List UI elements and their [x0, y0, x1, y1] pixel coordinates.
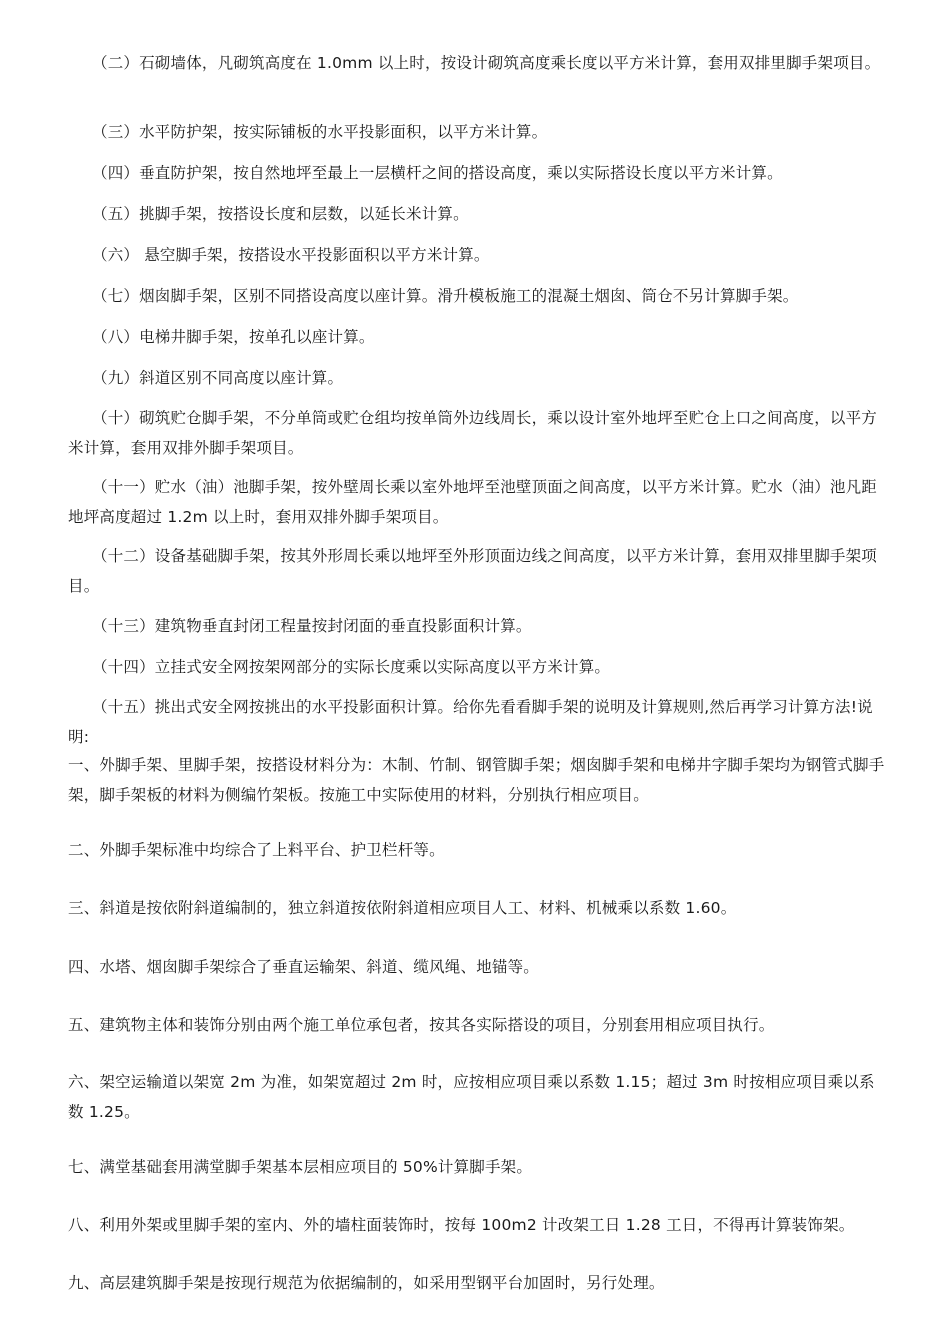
rule-paragraph-5: （五）挑脚手架，按搭设长度和层数，以延长米计算。: [92, 205, 469, 223]
rule-paragraph-2: （二）石砌墙体，凡砌筑高度在 1.0mm 以上时，按设计砌筑高度乘长度以平方米计算，套用双排里脚手架项目。: [92, 54, 881, 72]
note-paragraph-9: 九、高层建筑脚手架是按现行规范为依据编制的，如采用型钢平台加固时，另行处理。: [68, 1274, 665, 1292]
rule-paragraph-9: （九）斜道区别不同高度以座计算。: [92, 369, 344, 387]
rule-paragraph-11: （十一）贮水（油）池脚手架，按外壁周长乘以室外地坪至池壁顶面之间高度，以平方米计算。贮水（油）池凡距地坪高度超过 1.2m 以上时，套用双排外脚手架项目。: [68, 478, 878, 526]
rule-paragraph-3: （三）水平防护架，按实际铺板的水平投影面积，以平方米计算。: [92, 123, 548, 141]
rule-paragraph-10: （十）砌筑贮仓脚手架，不分单筒或贮仓组均按单筒外边线周长，乘以设计室外地坪至贮仓上口之间高度，以平方米计算，套用双排外脚手架项目。: [68, 409, 878, 457]
rule-paragraph-4: （四）垂直防护架，按自然地坪至最上一层横杆之间的搭设高度，乘以实际搭设长度以平方米计算。: [92, 164, 783, 182]
rule-paragraph-15: （十五）挑出式安全网按挑出的水平投影面积计算。给你先看看脚手架的说明及计算规则,然后再学习计算方法!说明:: [68, 698, 873, 746]
rule-paragraph-8: （八）电梯井脚手架，按单孔以座计算。: [92, 328, 375, 346]
note-paragraph-7: 七、满堂基础套用满堂脚手架基本层相应项目的 50%计算脚手架。: [68, 1158, 533, 1176]
rule-paragraph-6: （六） 悬空脚手架，按搭设水平投影面积以平方米计算。: [92, 246, 490, 264]
note-paragraph-6: 六、架空运输道以架宽 2m 为准，如架宽超过 2m 时，应按相应项目乘以系数 1.15；超过 3m 时按相应项目乘以系数 1.25。: [68, 1073, 875, 1121]
note-paragraph-4: 四、水塔、烟囱脚手架综合了垂直运输架、斜道、缆风绳、地锚等。: [68, 958, 540, 976]
note-paragraph-5: 五、建筑物主体和装饰分别由两个施工单位承包者，按其各实际搭设的项目，分别套用相应项目执行。: [68, 1016, 775, 1034]
rule-paragraph-12: （十二）设备基础脚手架，按其外形周长乘以地坪至外形顶面边线之间高度，以平方米计算，套用双排里脚手架项目。: [68, 547, 878, 595]
rule-paragraph-14: （十四）立挂式安全网按架网部分的实际长度乘以实际高度以平方米计算。: [92, 658, 611, 676]
note-paragraph-1: 一、外脚手架、里脚手架，按搭设材料分为：木制、竹制、钢管脚手架；烟囱脚手架和电梯井字脚手架均为钢管式脚手架，脚手架板的材料为侧编竹架板。按施工中实际使用的材料，分别执行相应项目。: [68, 756, 885, 804]
note-paragraph-2: 二、外脚手架标准中均综合了上料平台、护卫栏杆等。: [68, 841, 445, 859]
rule-paragraph-13: （十三）建筑物垂直封闭工程量按封闭面的垂直投影面积计算。: [92, 617, 532, 635]
note-paragraph-3: 三、斜道是按依附斜道编制的，独立斜道按依附斜道相应项目人工、材料、机械乘以系数 1.60。: [68, 899, 737, 917]
rule-paragraph-7: （七）烟囱脚手架，区别不同搭设高度以座计算。滑升模板施工的混凝土烟囱、筒仓不另计算脚手架。: [92, 287, 799, 305]
note-paragraph-8: 八、利用外架或里脚手架的室内、外的墙柱面装饰时，按每 100m2 计改架工日 1.28 工日，不得再计算装饰架。: [68, 1216, 855, 1234]
